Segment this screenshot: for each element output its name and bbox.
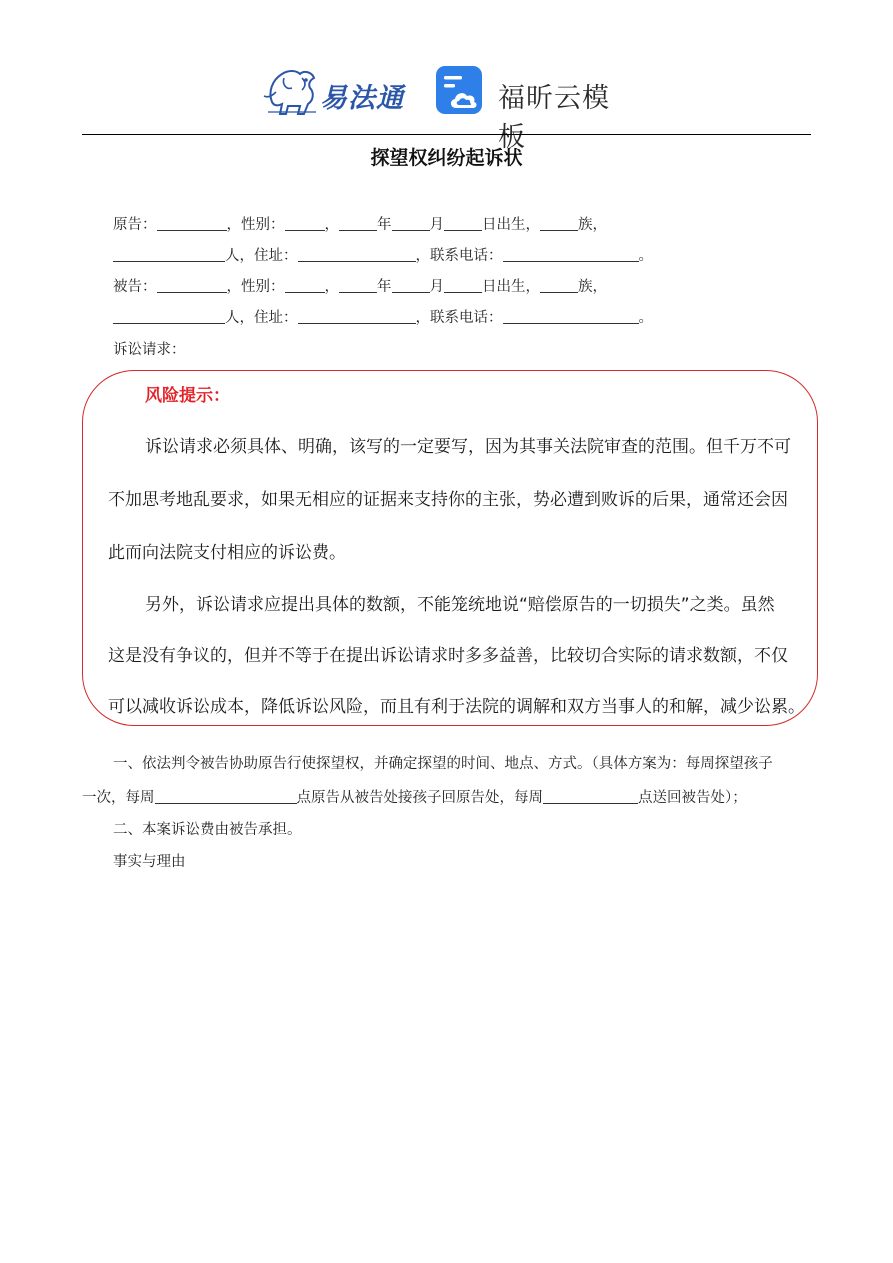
claim-item-2: 二、本案诉讼费由被告承担。 <box>113 822 302 838</box>
ethnicity-label: 族， <box>578 217 607 233</box>
year-label: 年 <box>377 279 392 295</box>
defendant-birth-month-field[interactable] <box>392 278 430 293</box>
claim-text: 点原告从被告处接孩子回原告处，每周 <box>296 790 543 806</box>
period: 。 <box>638 310 653 326</box>
defendant-ethnicity-field[interactable] <box>540 278 578 293</box>
cloud-document-icon <box>436 64 486 116</box>
header-divider <box>82 134 811 135</box>
yifatong-logo <box>262 62 414 118</box>
comma: ， <box>324 217 339 233</box>
return-time-field[interactable] <box>543 789 638 804</box>
risk-text-line: 不加思考地乱要求，如果无相应的证据来支持你的主张，势必遭到败诉的后果，通常还会因 <box>108 490 788 510</box>
plaintiff-line-1 <box>113 213 607 234</box>
claims-label: 诉讼请求： <box>113 342 186 358</box>
claim-text: 一次，每周 <box>82 790 155 806</box>
risk-text-line: 可以减收诉讼成本，降低诉讼风险，而且有利于法院的调解和双方当事人的和解，减少讼累。 <box>108 697 805 717</box>
defendant-name-field[interactable] <box>157 278 227 293</box>
defendant-label: 被告： <box>113 279 157 295</box>
plaintiff-name-field[interactable] <box>157 216 227 231</box>
risk-text-line: 此而向法院支付相应的诉讼费。 <box>108 543 346 563</box>
claim-item-1-line-1: 一、依法判令被告协助原告行使探望权，并确定探望的时间、地点、方式。（具体方案为：每周探望孩子 <box>113 756 773 772</box>
plaintiff-ethnicity-field[interactable] <box>540 216 578 231</box>
day-born-label: 日出生， <box>482 279 540 295</box>
risk-text-line: 这是没有争议的，但并不等于在提出诉讼请求时多多益善，比较切合实际的请求数额，不仅 <box>108 646 788 666</box>
plaintiff-origin-field[interactable] <box>113 247 225 262</box>
gender-label: ，性别： <box>226 279 285 295</box>
foxit-template-logo <box>436 64 636 153</box>
plaintiff-birth-year-field[interactable] <box>339 216 377 231</box>
plaintiff-address-field[interactable] <box>298 247 416 262</box>
address-label: 人，住址： <box>225 310 298 326</box>
defendant-origin-field[interactable] <box>113 309 225 324</box>
month-label: 月 <box>429 217 444 233</box>
header <box>0 58 893 153</box>
defendant-line-2 <box>113 306 653 327</box>
defendant-address-field[interactable] <box>298 309 416 324</box>
defendant-birth-day-field[interactable] <box>444 278 482 293</box>
defendant-birth-year-field[interactable] <box>339 278 377 293</box>
lion-icon <box>262 62 322 118</box>
period: 。 <box>638 248 653 264</box>
pickup-time-field[interactable] <box>155 789 297 804</box>
defendant-gender-field[interactable] <box>285 278 325 293</box>
plaintiff-birth-day-field[interactable] <box>444 216 482 231</box>
facts-and-reasons-label: 事实与理由 <box>113 854 186 870</box>
plaintiff-label: 原告： <box>113 217 157 233</box>
phone-label: ，联系电话： <box>415 248 503 264</box>
day-born-label: 日出生， <box>482 217 540 233</box>
month-label: 月 <box>429 279 444 295</box>
risk-text-line: 诉讼请求必须具体、明确，该写的一定要写，因为其事关法院审查的范围。但千万不可 <box>145 437 791 457</box>
plaintiff-birth-month-field[interactable] <box>392 216 430 231</box>
comma: ， <box>324 279 339 295</box>
claim-text: 点送回被告处）； <box>638 790 747 806</box>
gender-label: ，性别： <box>226 217 285 233</box>
year-label: 年 <box>377 217 392 233</box>
claim-item-1-line-2 <box>82 786 747 807</box>
defendant-line-1 <box>113 275 607 296</box>
risk-warning-heading: 风险提示： <box>145 386 230 406</box>
plaintiff-gender-field[interactable] <box>285 216 325 231</box>
plaintiff-phone-field[interactable] <box>503 247 639 262</box>
phone-label: ，联系电话： <box>415 310 503 326</box>
ethnicity-label: 族， <box>578 279 607 295</box>
document-title: 探望权纠纷起诉状 <box>370 147 523 169</box>
foxit-brand-text: 福昕云模板 <box>498 83 610 153</box>
risk-text-line: 另外，诉讼请求应提出具体的数额，不能笼统地说“赔偿原告的一切损失”之类。虽然 <box>145 595 775 615</box>
plaintiff-line-2 <box>113 244 653 265</box>
yifatong-brand-text: 易法通 <box>320 83 404 114</box>
defendant-phone-field[interactable] <box>503 309 639 324</box>
address-label: 人，住址： <box>225 248 298 264</box>
